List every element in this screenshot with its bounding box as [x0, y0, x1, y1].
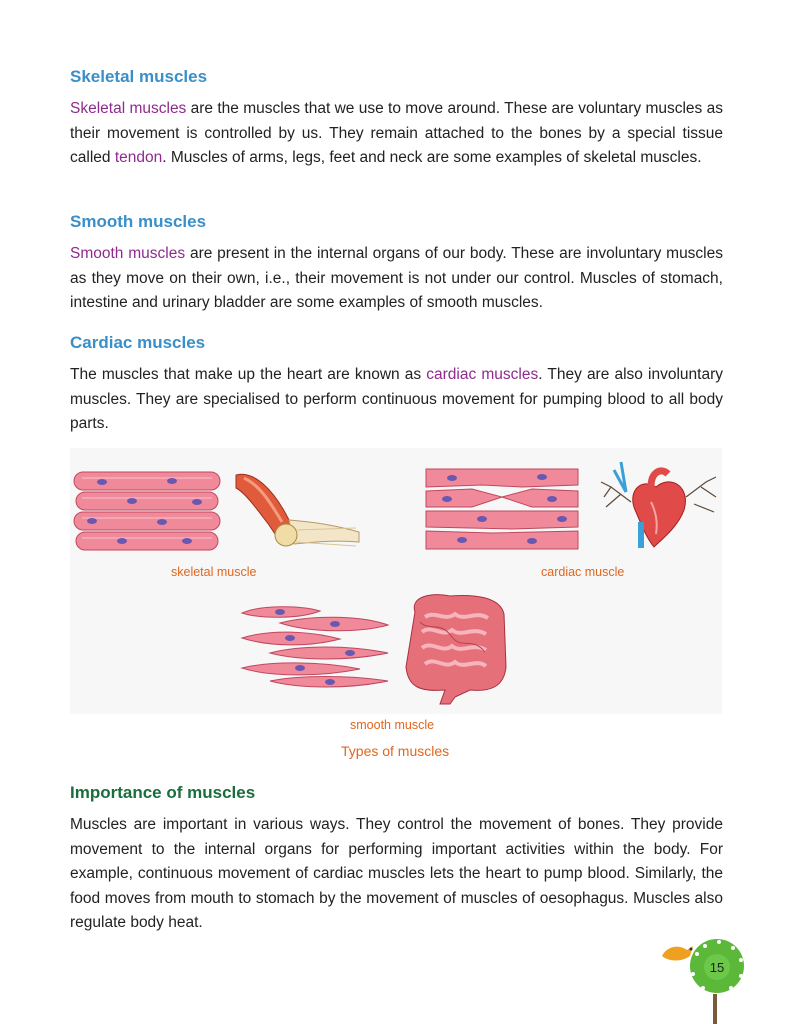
text-segment: . Muscles of arms, legs, feet and neck are some examples of skeletal muscles. [162, 149, 702, 166]
caption-cardiac-muscle: cardiac muscle [541, 565, 625, 579]
page-number-tree-decoration [657, 934, 752, 1024]
intestine-illustration [400, 592, 510, 707]
figure-title: Types of muscles [341, 743, 450, 759]
skeletal-muscle-fibres-illustration [72, 470, 222, 554]
arm-muscle-illustration [234, 470, 364, 555]
paragraph-smooth-muscles [70, 242, 723, 316]
text-segment: The muscles that make up the heart are known as [70, 366, 427, 383]
text-segment: . They are also involuntary muscles. They are specialised to perform continuous movement for pumping blood to all body parts. [70, 366, 723, 432]
text-segment: are present in the internal organs of our body. These are involuntary muscles as they move on their own, i.e., their movement is not under our control. Muscles of stomach, intestine and urinary bladder are some examples of smooth muscles. [70, 245, 723, 311]
cardiac-muscle-fibres-illustration [422, 465, 582, 555]
heart-illustration [596, 452, 722, 556]
keyword-cardiac-muscles: cardiac muscles [426, 366, 539, 383]
paragraph-skeletal-muscles [70, 97, 723, 171]
keyword-skeletal-muscles: Skeletal muscles [70, 100, 187, 117]
paragraph-importance-of-muscles: Muscles are important in various ways. They control the movement of bones. They provide movement to the internal organs for performing important activities within the body. For example, continuous movement of cardiac muscles lets the heart to pump blood. Similarly, the food moves from mouth to stomach by the movement of muscles of oesophagus. Muscles also regulate body heat. [70, 816, 723, 931]
text-segment: are the muscles that we use to move around. These are voluntary muscles as their movement is controlled by us. They remain attached to the bones by a special tissue called [70, 100, 723, 166]
caption-skeletal-muscle: skeletal muscle [171, 565, 257, 579]
heading-cardiac-muscles: Cardiac muscles [70, 333, 206, 352]
keyword-smooth-muscles: Smooth muscles [70, 245, 186, 262]
paragraph-cardiac-muscles [70, 363, 723, 437]
page-number: 15 [709, 960, 725, 975]
keyword-tendon: tendon [114, 149, 163, 166]
heading-smooth-muscles: Smooth muscles [70, 212, 207, 231]
caption-smooth-muscle: smooth muscle [350, 718, 435, 732]
heading-importance-of-muscles: Importance of muscles [70, 783, 256, 802]
smooth-muscle-fibres-illustration [240, 603, 390, 689]
heading-skeletal-muscles: Skeletal muscles [70, 67, 208, 86]
